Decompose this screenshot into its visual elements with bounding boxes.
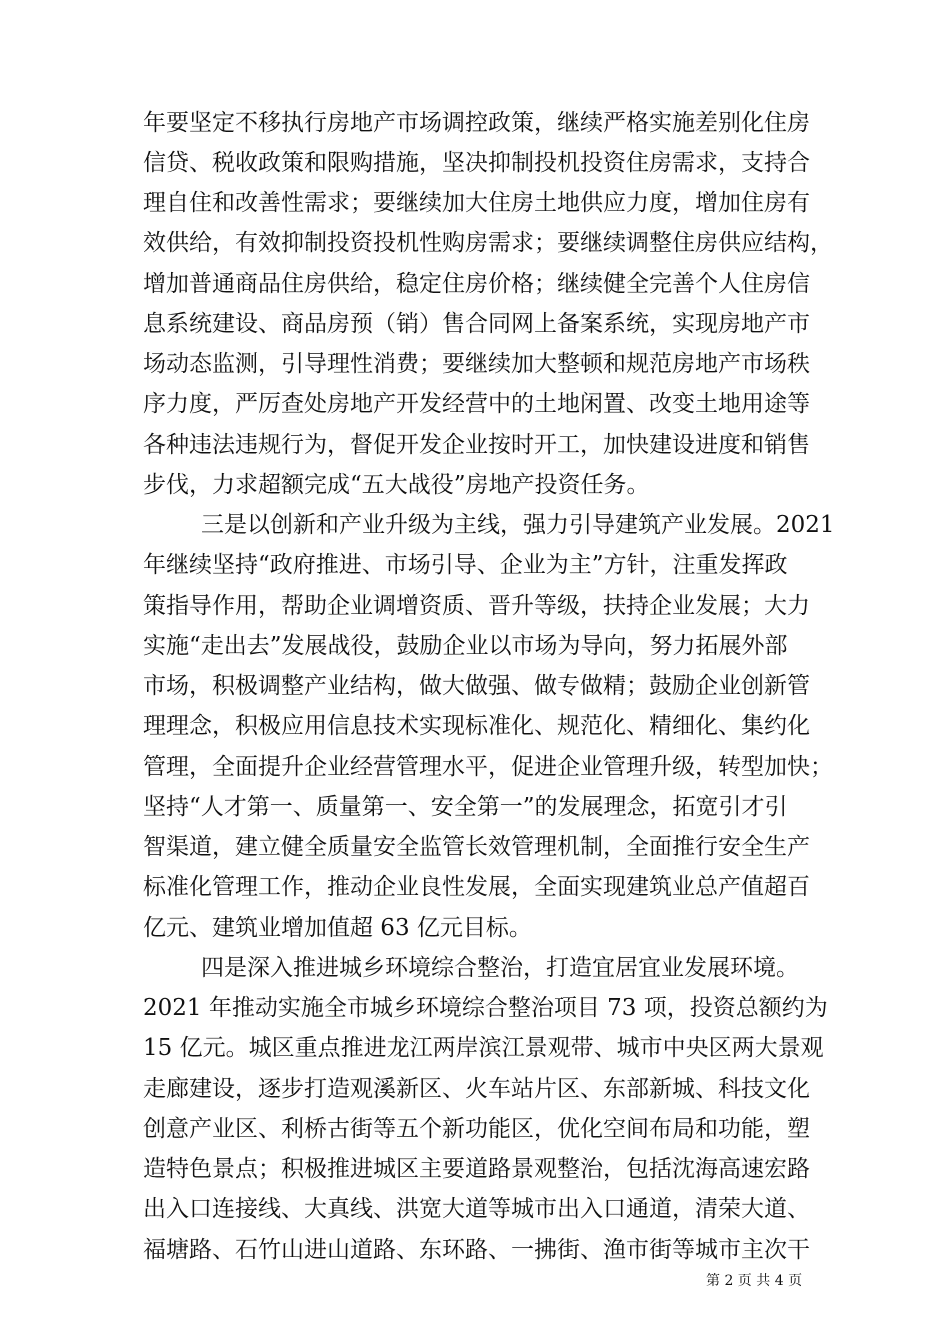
body-line: 实施“走出去”发展战役，鼓励企业以市场为导向，努力拓展外部 xyxy=(143,633,788,659)
body-line: 管理，全面提升企业经营管理水平，促进企业管理升级，转型加快； xyxy=(143,754,833,780)
body-line: 坚持“人才第一、质量第一、安全第一”的发展理念，拓宽引才引 xyxy=(143,794,788,820)
body-line: 增加普通商品住房供给，稳定住房价格；继续健全完善个人住房信 xyxy=(143,271,810,297)
body-line: 步伐，力求超额完成“五大战役”房地产投资任务。 xyxy=(143,472,650,498)
body-line: 福塘路、石竹山进山道路、东环路、一拂街、渔市街等城市主次干 xyxy=(143,1237,810,1263)
body-line: 亿元、建筑业增加值超 63 亿元目标。 xyxy=(143,915,532,941)
body-line: 理自住和改善性需求；要继续加大住房土地供应力度，增加住房有 xyxy=(143,190,810,216)
body-line: 智渠道，建立健全质量安全监管长效管理机制，全面推行安全生产 xyxy=(143,834,810,860)
body-line: 年要坚定不移执行房地产市场调控政策，继续严格实施差别化住房 xyxy=(143,110,810,136)
paragraph-start-line: 四是深入推进城乡环境综合整治，打造宜居宜业发展环境。 xyxy=(201,955,799,981)
body-line: 2021 年推动实施全市城乡环境综合整治项目 73 项，投资总额约为 xyxy=(143,995,828,1021)
body-line: 息系统建设、商品房预（销）售合同网上备案系统，实现房地产市 xyxy=(143,311,810,337)
body-line: 序力度，严厉查处房地产开发经营中的土地闲置、改变土地用途等 xyxy=(143,391,810,417)
body-line: 走廊建设，逐步打造观溪新区、火车站片区、东部新城、科技文化 xyxy=(143,1076,810,1102)
paragraph-start-line: 三是以创新和产业升级为主线，强力引导建筑产业发展。2021 xyxy=(201,512,835,538)
body-line: 效供给，有效抑制投资投机性购房需求；要继续调整住房供应结构， xyxy=(143,230,833,256)
body-line: 场动态监测，引导理性消费；要继续加大整顿和规范房地产市场秩 xyxy=(143,351,810,377)
body-line: 创意产业区、利桥古街等五个新功能区，优化空间布局和功能，塑 xyxy=(143,1116,810,1142)
body-line: 理理念，积极应用信息技术实现标准化、规范化、精细化、集约化 xyxy=(143,713,810,739)
body-line: 年继续坚持“政府推进、市场引导、企业为主”方针，注重发挥政 xyxy=(143,552,788,578)
body-line: 出入口连接线、大真线、洪宽大道等城市出入口通道，清荣大道、 xyxy=(143,1196,810,1222)
body-line: 造特色景点；积极推进城区主要道路景观整治，包括沈海高速宏路 xyxy=(143,1156,810,1182)
body-line: 市场，积极调整产业结构，做大做强、做专做精；鼓励企业创新管 xyxy=(143,673,810,699)
body-line: 各种违法违规行为，督促开发企业按时开工，加快建设进度和销售 xyxy=(143,432,810,458)
body-line: 15 亿元。城区重点推进龙江两岸滨江景观带、城市中央区两大景观 xyxy=(143,1035,824,1061)
page-number: 第 2 页 共 4 页 xyxy=(706,1273,803,1289)
body-line: 标准化管理工作，推动企业良性发展，全面实现建筑业总产值超百 xyxy=(143,874,810,900)
body-line: 信贷、税收政策和限购措施，坚决抑制投机投资住房需求，支持合 xyxy=(143,150,810,176)
body-line: 策指导作用，帮助企业调增资质、晋升等级，扶持企业发展；大力 xyxy=(143,593,810,619)
